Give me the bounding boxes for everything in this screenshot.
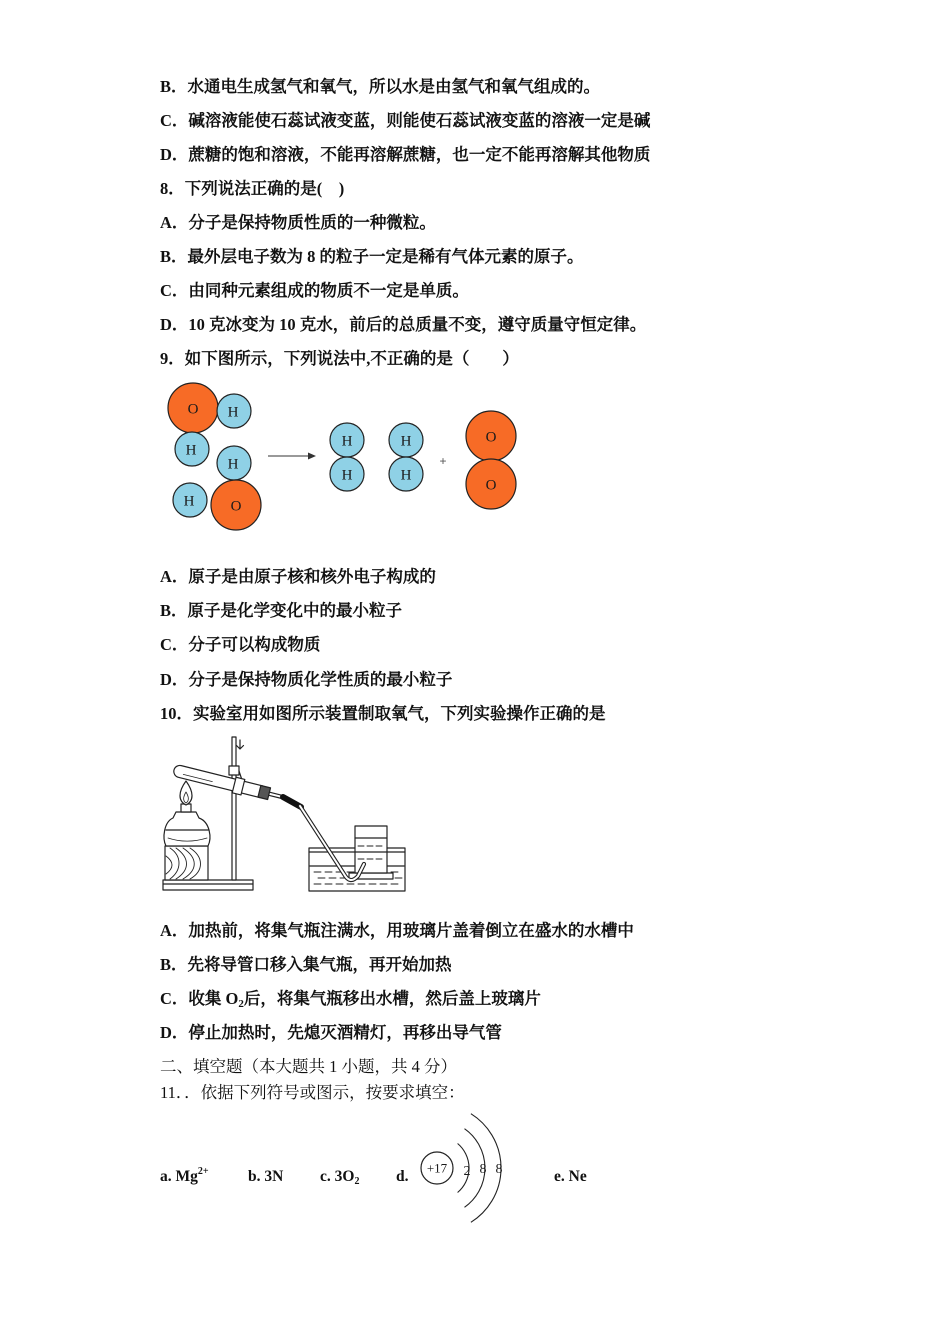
q9-option-c: C．分子可以构成物质 (160, 635, 321, 654)
q11-item-c (320, 1166, 359, 1188)
hydrogen-atom (175, 432, 209, 466)
hydrogen-atom (389, 457, 423, 491)
atom-label: O (230, 498, 242, 515)
item-c-label: c. 3O (320, 1168, 355, 1185)
atom-label: H (183, 493, 195, 510)
option-c-suffix: 后，将集气瓶移出水槽，然后盖上玻璃片 (243, 989, 541, 1008)
atom-label: O (485, 429, 497, 446)
q9-option-a: A．原子是由原子核和核外电子构成的 (160, 567, 436, 586)
q8-stem: 8．下列说法正确的是( ) (160, 179, 345, 198)
atom-label: H (400, 467, 412, 484)
atom-label: H (341, 433, 353, 450)
q7-option-b: B．水通电生成氢气和氧气，所以水是由氢气和氧气组成的。 (160, 77, 601, 96)
atom-label: H (400, 433, 412, 450)
q8-option-d: D．10 克冰变为 10 克水，前后的总质量不变，遵守质量守恒定律。 (160, 315, 647, 334)
item-c-subscript: 2 (354, 1176, 360, 1187)
q8-option-c: C．由同种元素组成的物质不一定是单质。 (160, 281, 469, 300)
q11-stem: 11．．依据下列符号或图示，按要求填空： (160, 1083, 465, 1102)
q11-item-a (160, 1166, 209, 1188)
hydrogen-atom (173, 483, 207, 517)
q10-stem: 10．实验室用如图所示装置制取氧气，下列实验操作正确的是 (160, 704, 606, 723)
hydrogen-atom (330, 423, 364, 457)
shell-electron-count: 8 (479, 1161, 487, 1177)
q9-molecule-figure (160, 380, 530, 535)
oxygen-atom (168, 383, 218, 433)
q10-option-a: A．加热前，将集气瓶注满水，用玻璃片盖着倒立在盛水的水槽中 (160, 921, 634, 940)
q7-option-c: C．碱溶液能使石蕊试液变蓝，则能使石蕊试液变蓝的溶液一定是碱 (160, 111, 651, 130)
q7-option-d: D．蔗糖的饱和溶液，不能再溶解蔗糖，也一定不能再溶解其他物质 (160, 145, 651, 164)
hydrogen-atom (389, 423, 423, 457)
alcohol-lamp (164, 781, 210, 880)
q8-option-a: A．分子是保持物质性质的一种微粒。 (160, 213, 436, 232)
q8-option-b: B．最外层电子数为 8 的粒子一定是稀有气体元素的原子。 (160, 247, 584, 266)
nucleus-charge: +17 (426, 1160, 448, 1176)
item-a-superscript: 2+ (197, 1166, 209, 1177)
oxygen-atom (211, 480, 261, 530)
atom-label: H (341, 467, 353, 484)
atom-label: O (187, 401, 199, 418)
q10-option-d: D．停止加热时，先熄灭酒精灯，再移出导气管 (160, 1023, 502, 1042)
item-a-label: a. Mg (160, 1168, 198, 1185)
plus-sign: + (439, 454, 447, 469)
atomic-structure-diagram (415, 1108, 515, 1230)
reaction-arrow-icon (268, 453, 316, 460)
q9-option-b: B．原子是化学变化中的最小粒子 (160, 601, 403, 620)
option-c-subscript: 2 (238, 998, 244, 1010)
shell-electron-count: 8 (495, 1161, 503, 1177)
hydrogen-atom (217, 446, 251, 480)
oxygen-atom (466, 411, 516, 461)
hydrogen-atom (330, 457, 364, 491)
shell-electron-count: 2 (463, 1163, 471, 1179)
q9-option-d: D．分子是保持物质化学性质的最小粒子 (160, 670, 453, 689)
q9-stem: 9．如下图所示，下列说法中,不正确的是（ ） (160, 349, 519, 368)
q11-item-d-label: d. (396, 1168, 409, 1185)
atom-label: H (227, 456, 239, 473)
option-c-prefix: C．收集 O (160, 989, 239, 1008)
gas-collecting-bottle (355, 826, 387, 873)
q11-item-e: e. Ne (554, 1168, 587, 1185)
atom-label: O (485, 477, 497, 494)
q10-option-b: B．先将导管口移入集气瓶，再开始加热 (160, 955, 452, 974)
hydrogen-atom (217, 394, 251, 428)
oxygen-apparatus-figure (155, 730, 415, 898)
q10-option-c (160, 988, 541, 1010)
section-title: 二、填空题（本大题共 1 小题，共 4 分） (160, 1057, 457, 1076)
q11-item-b: b. 3N (248, 1168, 284, 1185)
atom-label: H (185, 442, 197, 459)
atom-label: H (227, 404, 239, 421)
oxygen-atom (466, 459, 516, 509)
